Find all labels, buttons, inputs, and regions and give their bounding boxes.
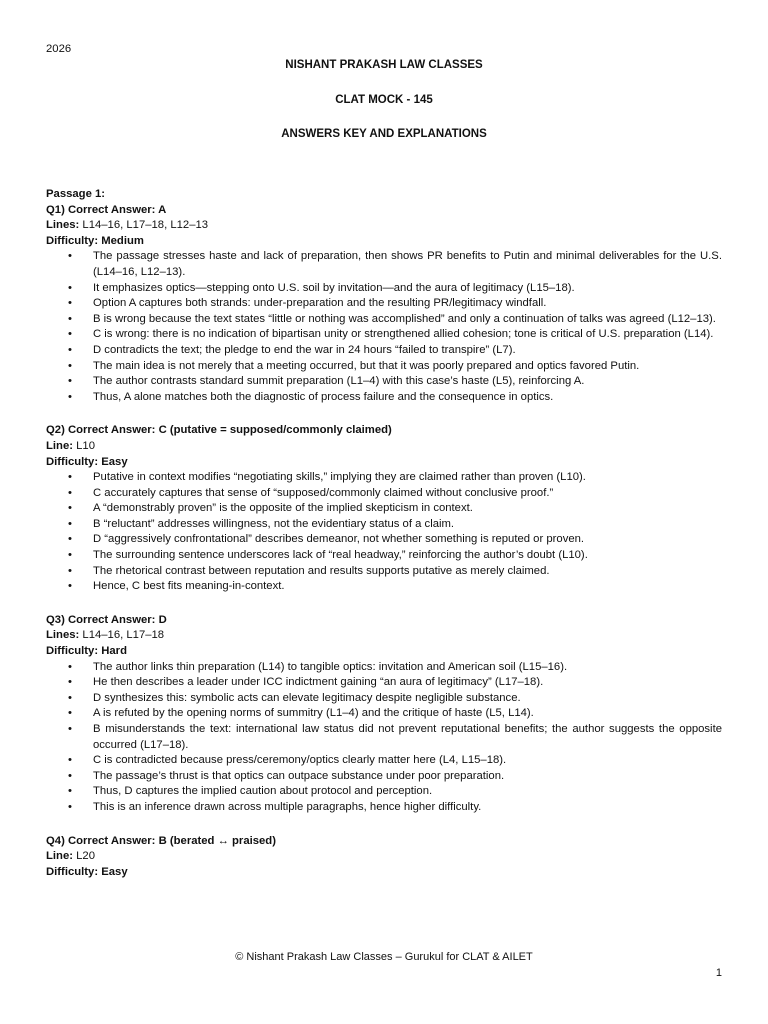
explanation-bullet: • B “reluctant” addresses willingness, not the evidentiary status of a claim. [46,517,722,533]
difficulty-line [46,865,722,881]
difficulty-value: Hard [98,645,127,658]
explanation-bullet: • He then describes a leader under ICC indictment gaining “an aura of legitimacy” (L17–18). [46,675,722,691]
explanation-bullet: • The passage’s thrust is that optics can outpace substance under poor preparation. [46,769,722,785]
footer-copyright: © Nishant Prakash Law Classes – Gurukul for CLAT & AILET [235,951,533,963]
explanation-bullet: • Option A captures both strands: under-preparation and the resulting PR/legitimacy windfall. [46,296,722,312]
explanation-bullet: • The rhetorical contrast between reputation and results supports putative as merely claimed. [46,564,722,580]
document-subtitle: ANSWERS KEY AND EXPLANATIONS [281,128,487,140]
section-spacer [46,405,722,423]
explanation-bullet: • C is contradicted because press/ceremony/optics clearly matter here (L4, L15–18). [46,753,722,769]
explanation-bullet: • D synthesizes this: symbolic acts can elevate legitimacy despite negligible substance. [46,691,722,707]
explanation-bullet: • C accurately captures that sense of “supposed/commonly claimed without conclusive proof.” [46,486,722,502]
lines-value: L14–16, L17–18, L12–13 [79,219,209,232]
explanation-list [46,660,722,816]
difficulty-label: Difficulty: [46,645,99,658]
answer-value: D [155,613,167,626]
difficulty-label: Difficulty: [46,234,99,247]
explanation-bullet: • This is an inference drawn across multiple paragraphs, hence higher difficulty. [46,800,722,816]
lines-reference [46,849,722,865]
lines-reference [46,439,722,455]
lines-value: L10 [73,439,95,452]
difficulty-line [46,234,722,250]
mock-title: CLAT MOCK - 145 [335,94,433,106]
lines-reference [46,218,722,234]
answer-label: Q1) Correct Answer: [46,203,156,216]
difficulty-label: Difficulty: [46,455,99,468]
explanation-bullet: • Hence, C best fits meaning-in-context. [46,579,722,595]
explanation-bullet: • It emphasizes optics—stepping onto U.S. soil by invitation—and the aura of legitimacy (L15–18). [46,281,722,297]
explanation-bullet: • B misunderstands the text: international law status did not prevent reputational benefits; the author suggests the opposite occurred (L17–18). [46,722,722,753]
passage-heading: Passage 1: [46,188,106,200]
explanation-bullet: • D “aggressively confrontational” describes demeanor, not whether something is reputed or proven. [46,532,722,548]
explanation-list [46,470,722,595]
difficulty-value: Easy [98,455,128,468]
difficulty-label: Difficulty: [46,865,99,878]
institute-title: NISHANT PRAKASH LAW CLASSES [285,59,483,71]
section-spacer [46,595,722,613]
document-year: 2026 [46,43,72,55]
explanation-bullet: • D contradicts the text; the pledge to end the war in 24 hours “failed to transpire” (L7). [46,343,722,359]
question-heading [46,834,722,850]
explanation-bullet: • A “demonstrably proven” is the opposite of the implied skepticism in context. [46,501,722,517]
explanation-bullet: • The author contrasts standard summit preparation (L1–4) with this case’s haste (L5), reinforcing A. [46,374,722,390]
difficulty-value: Medium [98,234,144,247]
page-number: 1 [715,967,722,979]
lines-value: L14–16, L17–18 [79,629,165,642]
answer-label: Q3) Correct Answer: [46,613,156,626]
explanation-bullet: • The main idea is not merely that a meeting occurred, but that it was poorly prepared and optics favored Putin. [46,359,722,375]
explanation-bullet: • C is wrong: there is no indication of bipartisan unity or strengthened allied cohesion; tone is critical of U.S. preparation (L14). [46,327,722,343]
lines-value: L20 [73,850,95,863]
explanation-bullet: • The author links thin preparation (L14) to tangible optics: invitation and American soil (L15–16). [46,660,722,676]
lines-label: Lines: [46,219,80,232]
answer-value: A [155,203,167,216]
lines-label: Line: [46,439,73,452]
question-heading [46,423,722,439]
explanation-bullet: • Thus, A alone matches both the diagnostic of process failure and the consequence in optics. [46,390,722,406]
difficulty-value: Easy [98,865,128,878]
question-heading [46,613,722,629]
answer-label: Q4) Correct Answer: B (berated ↔ praised) [46,834,276,847]
answer-key-body [46,187,722,880]
lines-label: Line: [46,850,73,863]
section-spacer [46,816,722,834]
explanation-bullet: • The surrounding sentence underscores lack of “real headway,” reinforcing the author’s doubt (L10). [46,548,722,564]
explanation-bullet: • Putative in context modifies “negotiating skills,” implying they are claimed rather than proven (L10). [46,470,722,486]
difficulty-line [46,644,722,660]
question-heading [46,203,722,219]
answer-label: Q2) Correct Answer: C (putative = supposed/commonly claimed) [46,424,392,437]
explanation-bullet: • B is wrong because the text states “little or nothing was accomplished” and only a continuation of talks was agreed (L12–13). [46,312,722,328]
explanation-bullet: • Thus, D captures the implied caution about protocol and perception. [46,784,722,800]
lines-reference [46,628,722,644]
explanation-bullet: • The passage stresses haste and lack of preparation, then shows PR benefits to Putin and minimal deliverables for the U.S. (L14–16, L12–13). [46,249,722,280]
explanation-list [46,249,722,405]
explanation-bullet: • A is refuted by the opening norms of summitry (L1–4) and the critique of haste (L5, L14). [46,706,722,722]
lines-label: Lines: [46,629,80,642]
difficulty-line [46,455,722,471]
